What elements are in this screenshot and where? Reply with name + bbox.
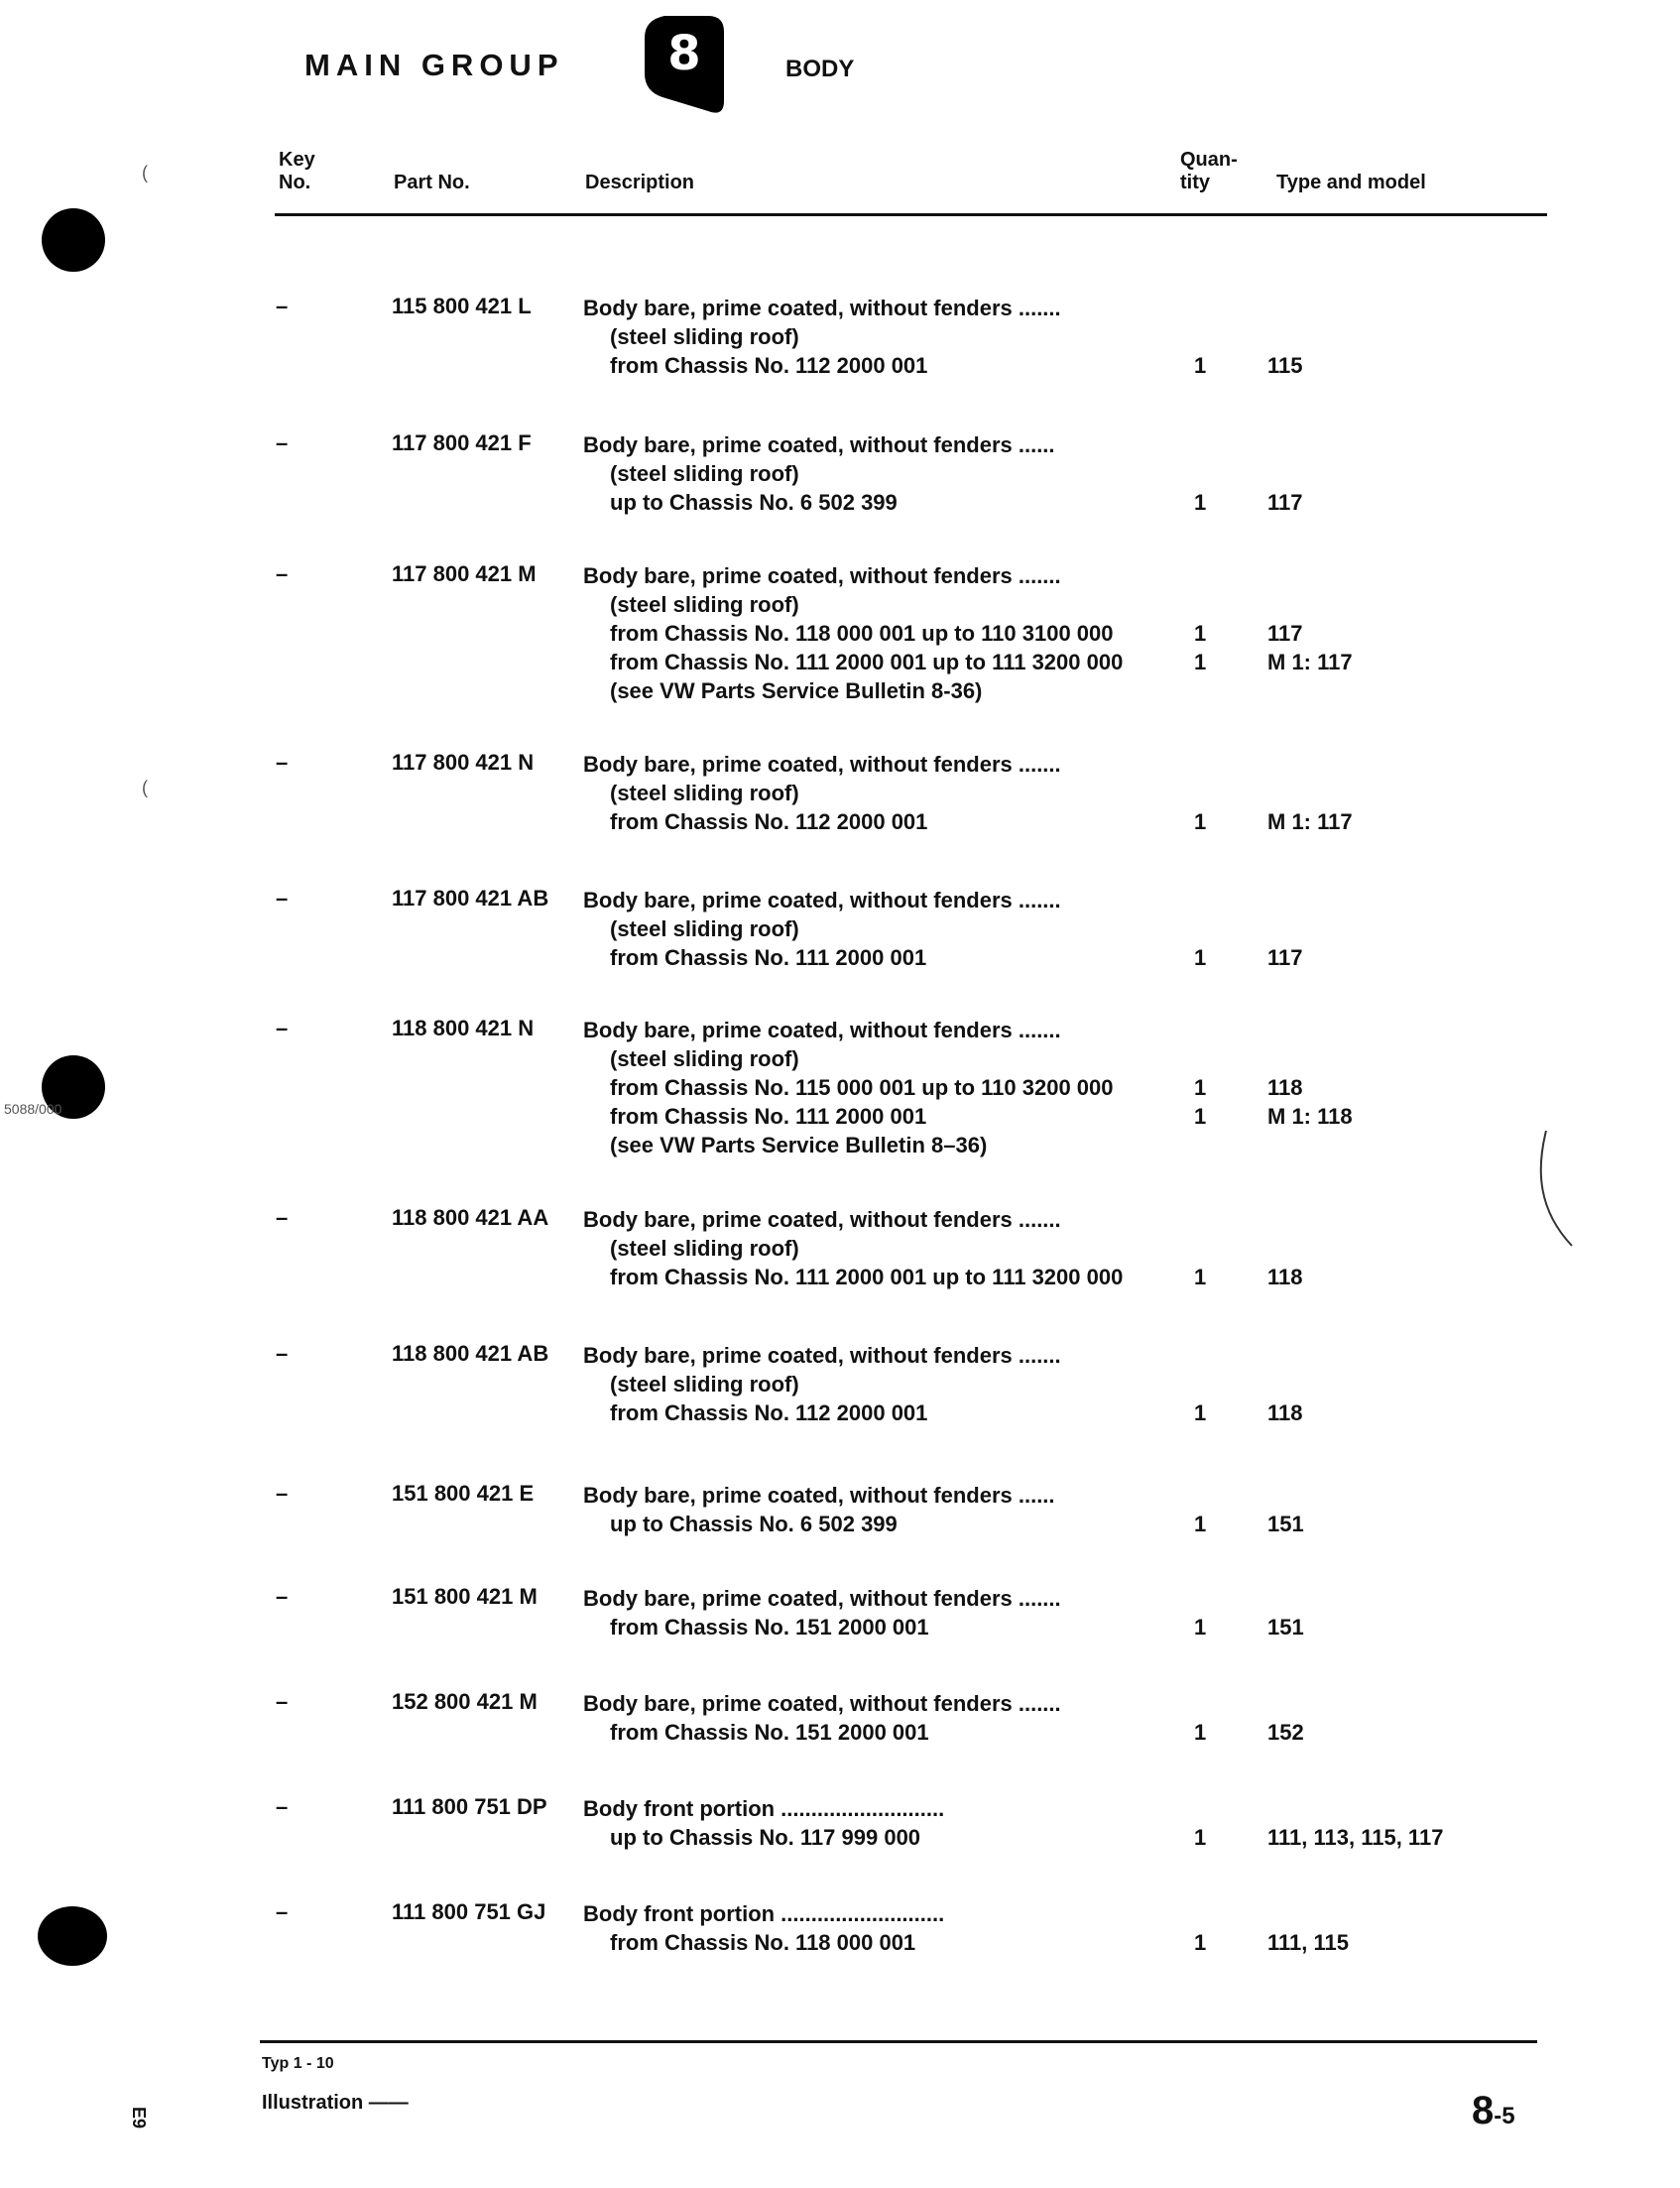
entry-description-line: from Chassis No. 118 000 001 <box>610 1930 916 1955</box>
entry-key-no: – <box>276 561 289 586</box>
entry-description-line: from Chassis No. 111 2000 001 up to 111 3200 000 <box>610 1265 1124 1289</box>
entry-description-line: from Chassis No. 115 000 001 up to 110 3200 000 <box>610 1075 1114 1100</box>
page-number <box>1472 2089 1515 2133</box>
entry-description-line: from Chassis No. 151 2000 001 <box>610 1615 929 1640</box>
entry-type-model-line: M 1: 117 <box>1267 650 1353 674</box>
entry-type-model-line: 117 <box>1267 945 1303 970</box>
entry-description <box>583 1481 1055 1538</box>
entry-description-main: Body front portion ........................... <box>583 1901 945 1926</box>
group-name: BODY <box>785 56 855 82</box>
footer-illustration: Illustration —— <box>262 2092 409 2114</box>
col-key-no-line1: Key <box>279 149 315 171</box>
entry-description-line: up to Chassis No. 6 502 399 <box>610 490 898 515</box>
entry-quantity-line: 1 <box>1194 1104 1207 1129</box>
entry-quantity-line <box>1194 1205 1206 1234</box>
entry-part-no: 117 800 421 AB <box>392 886 549 911</box>
entry-quantity <box>1194 1899 1206 1957</box>
entry-description-main: Body bare, prime coated, without fenders ....... <box>583 563 1061 588</box>
entry-type-model-line <box>1267 1341 1303 1370</box>
col-key-no-line2: No. <box>279 172 311 193</box>
entry-description <box>583 1899 944 1957</box>
entry-quantity <box>1194 1584 1206 1641</box>
entry-type-model <box>1267 561 1353 705</box>
entry-quantity-line <box>1194 750 1206 779</box>
entry-key-no: – <box>276 1584 289 1609</box>
entry-description-line: (steel sliding roof) <box>610 592 799 617</box>
entry-type-model-line <box>1267 1205 1303 1234</box>
entry-type-model <box>1267 1481 1304 1538</box>
entry-quantity <box>1194 1016 1206 1159</box>
entry-quantity-line <box>1194 914 1206 943</box>
entry-description <box>583 430 1055 517</box>
entry-quantity-line <box>1194 1370 1206 1398</box>
entry-description <box>583 1584 1061 1641</box>
entry-quantity <box>1194 430 1206 517</box>
entry-type-model <box>1267 1584 1304 1641</box>
footer-rule <box>260 2040 1537 2043</box>
entry-type-model <box>1267 1341 1303 1427</box>
entry-quantity-line <box>1194 294 1206 322</box>
entry-description <box>583 886 1061 972</box>
entry-description-main: Body front portion ........................... <box>583 1796 945 1821</box>
entry-part-no: 118 800 421 N <box>392 1016 535 1040</box>
entry-part-no: 118 800 421 AB <box>392 1341 549 1366</box>
entry-description-main: Body bare, prime coated, without fenders ....... <box>583 1207 1061 1232</box>
entry-part-no: 117 800 421 F <box>392 430 532 455</box>
entry-type-model-line <box>1267 561 1353 590</box>
entry-type-model-line: 152 <box>1267 1720 1304 1745</box>
entry-quantity-line <box>1194 459 1206 488</box>
entry-quantity-line <box>1194 1016 1206 1044</box>
entry-type-model-line <box>1267 294 1303 322</box>
entry-quantity <box>1194 1794 1206 1852</box>
entry-key-no: – <box>276 294 289 318</box>
entry-description <box>583 750 1061 836</box>
binder-hole-bottom <box>38 1906 107 1966</box>
entry-key-no: – <box>276 750 289 775</box>
entry-quantity-line: 1 <box>1194 1075 1207 1100</box>
entry-type-model-line <box>1267 322 1303 351</box>
entry-description-main: Body bare, prime coated, without fenders ....... <box>583 752 1061 777</box>
entry-type-model-line: M 1: 118 <box>1267 1104 1353 1129</box>
entry-description-line: from Chassis No. 111 2000 001 <box>610 1104 927 1129</box>
col-quantity-line2: tity <box>1180 172 1210 193</box>
entry-key-no: – <box>276 430 289 455</box>
entry-type-model-line: 118 <box>1267 1075 1303 1100</box>
entry-description-line: from Chassis No. 151 2000 001 <box>610 1720 929 1745</box>
entry-quantity-line <box>1194 1044 1206 1073</box>
entry-type-model-line <box>1267 750 1353 779</box>
entry-quantity-line: 1 <box>1194 1265 1207 1289</box>
entry-quantity-line <box>1194 1794 1206 1823</box>
col-quantity <box>1180 149 1238 194</box>
entry-description-line: (steel sliding roof) <box>610 1236 799 1261</box>
entry-type-model-line <box>1267 1044 1353 1073</box>
entry-description-main: Body bare, prime coated, without fenders ....... <box>583 1343 1061 1368</box>
entry-type-model-line <box>1267 1131 1353 1159</box>
entry-description-line: from Chassis No. 112 2000 001 <box>610 809 928 834</box>
entry-description-line: (steel sliding roof) <box>610 916 799 941</box>
entry-part-no: 151 800 421 E <box>392 1481 535 1506</box>
entry-description-line: from Chassis No. 118 000 001 up to 110 3100 000 <box>610 621 1114 646</box>
entry-quantity-line: 1 <box>1194 945 1207 970</box>
entry-quantity-line <box>1194 322 1206 351</box>
entry-quantity-line <box>1194 1584 1206 1613</box>
entry-type-model <box>1267 1689 1304 1747</box>
entry-description-line: up to Chassis No. 117 999 000 <box>610 1825 921 1850</box>
entry-type-model-line: 117 <box>1267 621 1303 646</box>
col-type-model: Type and model <box>1276 172 1426 193</box>
entry-description-line: from Chassis No. 112 2000 001 <box>610 353 928 378</box>
entry-type-model-line: 118 <box>1267 1400 1303 1425</box>
entry-quantity-line: 1 <box>1194 1512 1207 1536</box>
entry-key-no: – <box>276 1689 289 1714</box>
entry-quantity-line <box>1194 1689 1206 1718</box>
entry-type-model-line <box>1267 1016 1353 1044</box>
entry-quantity-line <box>1194 779 1206 807</box>
entry-quantity <box>1194 561 1206 705</box>
entry-description <box>583 1689 1061 1747</box>
entry-description-line: up to Chassis No. 6 502 399 <box>610 1512 898 1536</box>
entry-quantity-line <box>1194 1899 1206 1928</box>
entry-type-model <box>1267 1205 1303 1291</box>
entry-type-model-line <box>1267 1481 1304 1510</box>
page-number-main: 8 <box>1472 2089 1495 2132</box>
entry-description <box>583 1205 1123 1291</box>
entry-type-model-line <box>1267 1899 1349 1928</box>
entry-key-no: – <box>276 1016 289 1040</box>
entry-quantity-line: 1 <box>1194 1720 1207 1745</box>
entry-description-line: (see VW Parts Service Bulletin 8-36) <box>610 678 983 703</box>
col-quantity-line1: Quan- <box>1180 149 1238 171</box>
entry-quantity-line <box>1194 1131 1206 1159</box>
entry-type-model-line <box>1267 430 1303 459</box>
entry-quantity-line: 1 <box>1194 1930 1207 1955</box>
entry-description-line: (steel sliding roof) <box>610 781 799 805</box>
entry-quantity-line <box>1194 1234 1206 1263</box>
entry-quantity-line <box>1194 886 1206 914</box>
entry-type-model-line: M 1: 117 <box>1267 809 1353 834</box>
entry-description-line: (steel sliding roof) <box>610 1046 799 1071</box>
margin-bracket-mark <box>1532 1131 1582 1250</box>
entry-type-model-line <box>1267 1234 1303 1263</box>
footer-typ: Typ 1 - 10 <box>262 2055 334 2072</box>
page-number-sub: -5 <box>1494 2103 1515 2129</box>
entry-description-line: from Chassis No. 111 2000 001 up to 111 3200 000 <box>610 650 1124 674</box>
entry-quantity-line <box>1194 676 1206 705</box>
entry-quantity-line <box>1194 430 1206 459</box>
entry-quantity-line <box>1194 1481 1206 1510</box>
entry-type-model <box>1267 750 1353 836</box>
margin-mark: ( <box>142 163 148 182</box>
entry-type-model-line <box>1267 676 1353 705</box>
entry-type-model-line <box>1267 1689 1304 1718</box>
entry-part-no: 111 800 751 DP <box>392 1794 547 1819</box>
entry-type-model <box>1267 1899 1349 1957</box>
entry-description-line: (see VW Parts Service Bulletin 8–36) <box>610 1133 988 1157</box>
entry-quantity-line: 1 <box>1194 353 1207 378</box>
binder-hole-top <box>42 208 105 272</box>
entry-part-no: 151 800 421 M <box>392 1584 538 1609</box>
entry-type-model-line: 115 <box>1267 353 1303 378</box>
entry-description-line: (steel sliding roof) <box>610 324 799 349</box>
entry-quantity-line: 1 <box>1194 490 1207 515</box>
entry-description-line: (steel sliding roof) <box>610 461 799 486</box>
entry-quantity <box>1194 886 1206 972</box>
entry-type-model-line <box>1267 1584 1304 1613</box>
entry-description <box>583 561 1123 705</box>
entry-type-model <box>1267 1794 1443 1852</box>
entry-type-model <box>1267 1016 1353 1159</box>
entry-part-no: 111 800 751 GJ <box>392 1899 546 1924</box>
entry-description-main: Body bare, prime coated, without fenders ...... <box>583 432 1055 457</box>
entry-type-model-line: 111, 113, 115, 117 <box>1267 1825 1444 1850</box>
entry-description <box>583 294 1061 380</box>
entry-type-model-line <box>1267 1370 1303 1398</box>
entry-description-main: Body bare, prime coated, without fenders ....... <box>583 1691 1061 1716</box>
entry-quantity-line: 1 <box>1194 621 1207 646</box>
main-group-title: MAIN GROUP <box>304 48 564 82</box>
entry-part-no: 117 800 421 M <box>392 561 537 586</box>
entry-quantity-line: 1 <box>1194 809 1207 834</box>
entry-description-line: from Chassis No. 112 2000 001 <box>610 1400 928 1425</box>
entry-description <box>583 1794 944 1852</box>
entry-description-main: Body bare, prime coated, without fenders ....... <box>583 1586 1061 1611</box>
entry-description-line: (steel sliding roof) <box>610 1372 799 1397</box>
entry-description-main: Body bare, prime coated, without fenders ....... <box>583 888 1061 912</box>
entry-key-no: – <box>276 1794 289 1819</box>
entry-type-model-line: 111, 115 <box>1267 1930 1349 1955</box>
entry-quantity-line <box>1194 590 1206 619</box>
col-description: Description <box>585 172 695 193</box>
entry-quantity <box>1194 1341 1206 1427</box>
entry-key-no: – <box>276 1205 289 1230</box>
entry-type-model <box>1267 886 1303 972</box>
entry-part-no: 115 800 421 L <box>392 294 532 318</box>
entry-part-no: 118 800 421 AA <box>392 1205 549 1230</box>
entry-quantity-line <box>1194 1341 1206 1370</box>
footer-side-code: E9 <box>129 2107 149 2129</box>
margin-stamp: 5088/000 <box>4 1101 62 1117</box>
entry-description-main: Body bare, prime coated, without fenders ...... <box>583 1483 1055 1508</box>
entry-type-model-line <box>1267 914 1303 943</box>
entry-quantity <box>1194 1205 1206 1291</box>
entry-description-line: from Chassis No. 111 2000 001 <box>610 945 927 970</box>
entry-type-model-line: 118 <box>1267 1265 1303 1289</box>
entry-quantity-line: 1 <box>1194 650 1207 674</box>
entry-quantity <box>1194 750 1206 836</box>
entry-type-model-line: 117 <box>1267 490 1303 515</box>
entry-part-no: 152 800 421 M <box>392 1689 538 1714</box>
entry-description-main: Body bare, prime coated, without fenders ....... <box>583 296 1061 320</box>
entry-type-model-line <box>1267 459 1303 488</box>
entry-part-no: 117 800 421 N <box>392 750 535 775</box>
entry-type-model-line: 151 <box>1267 1512 1304 1536</box>
entry-quantity <box>1194 1689 1206 1747</box>
entry-type-model-line <box>1267 1794 1443 1823</box>
entry-key-no: – <box>276 886 289 911</box>
entry-quantity-line <box>1194 561 1206 590</box>
margin-mark: ( <box>142 778 148 797</box>
entry-type-model-line: 151 <box>1267 1615 1304 1640</box>
entry-description <box>583 1016 1114 1159</box>
entry-description-main: Body bare, prime coated, without fenders ....... <box>583 1018 1061 1042</box>
header-rule <box>275 213 1547 216</box>
entry-key-no: – <box>276 1341 289 1366</box>
entry-type-model <box>1267 294 1303 380</box>
entry-type-model <box>1267 430 1303 517</box>
entry-quantity <box>1194 1481 1206 1538</box>
entry-quantity <box>1194 294 1206 380</box>
entry-quantity-line: 1 <box>1194 1400 1207 1425</box>
entry-quantity-line: 1 <box>1194 1825 1207 1850</box>
group-number: 8 <box>667 26 701 81</box>
entry-key-no: – <box>276 1899 289 1924</box>
entry-quantity-line: 1 <box>1194 1615 1207 1640</box>
entry-type-model-line <box>1267 779 1353 807</box>
col-part-no: Part No. <box>394 172 470 193</box>
col-key-no <box>279 149 315 194</box>
entry-type-model-line <box>1267 590 1353 619</box>
entry-key-no: – <box>276 1481 289 1506</box>
entry-description <box>583 1341 1061 1427</box>
entry-type-model-line <box>1267 886 1303 914</box>
